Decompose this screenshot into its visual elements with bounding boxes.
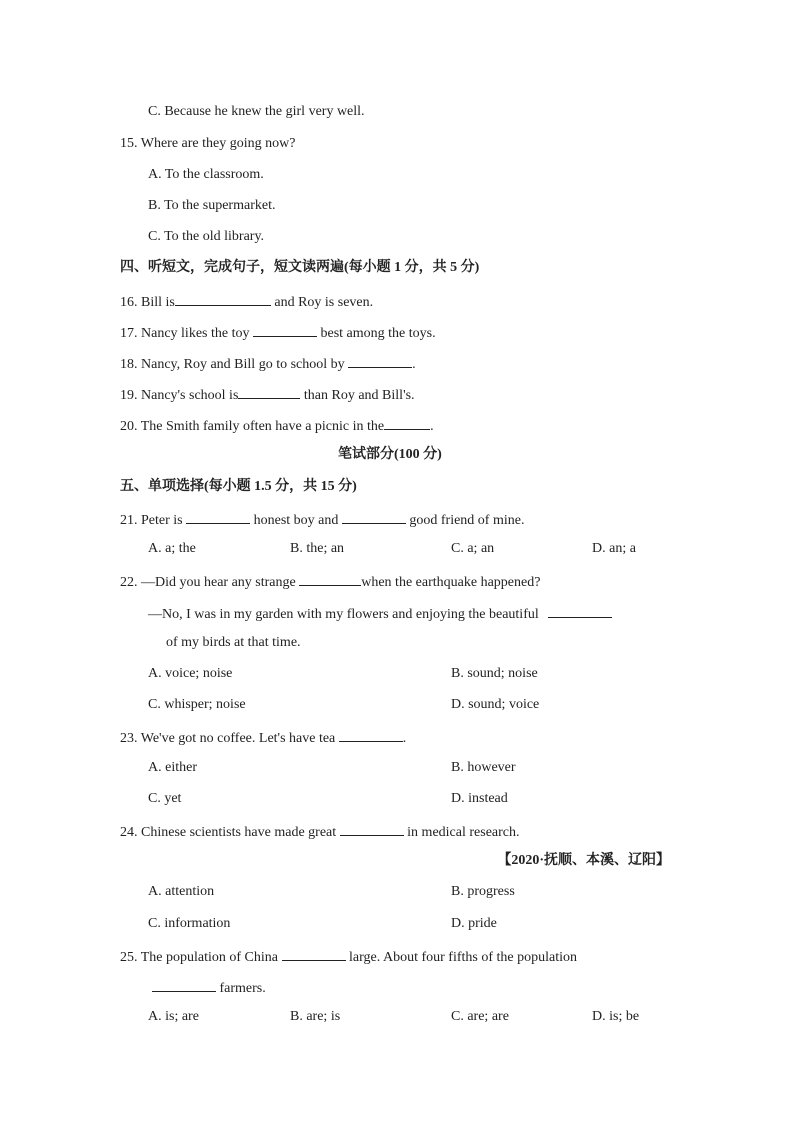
q15-question: 15. Where are they going now? xyxy=(120,136,296,151)
q21-blank-2[interactable] xyxy=(342,509,406,524)
q25-question xyxy=(120,946,577,967)
q21-option-d: D. an; a xyxy=(592,541,636,556)
q21-option-b: B. the; an xyxy=(290,541,345,556)
q21-text-3: good friend of mine. xyxy=(405,513,525,528)
q16-text-pre: 16. Bill is xyxy=(120,295,175,310)
q16-text-post: and Roy is seven. xyxy=(270,295,374,310)
q22-option-c: C. whisper; noise xyxy=(148,697,246,712)
q24-option-a: A. attention xyxy=(148,884,215,899)
q23-text-1: 23. We've got no coffee. Let's have tea xyxy=(120,731,339,746)
q25-text-1: 25. The population of China xyxy=(120,950,282,965)
q24-option-b: B. progress xyxy=(451,884,515,899)
q14-option-c: C. Because he knew the girl very well. xyxy=(148,104,365,119)
q16-blank[interactable] xyxy=(175,291,271,306)
q23-option-a: A. either xyxy=(148,760,197,775)
q22-reply-cont: of my birds at that time. xyxy=(166,635,301,650)
q25-text-2: large. About four fifths of the population xyxy=(345,950,577,965)
q22-option-d: D. sound; voice xyxy=(451,697,540,712)
q19-blank[interactable] xyxy=(238,384,300,399)
written-part-title: 笔试部分(100 分) xyxy=(338,447,442,462)
q15-option-c: C. To the old library. xyxy=(148,229,265,244)
q23-option-d: D. instead xyxy=(451,791,508,806)
q24-blank[interactable] xyxy=(340,821,404,836)
q19 xyxy=(120,384,415,405)
q21-question xyxy=(120,509,524,530)
q20-blank[interactable] xyxy=(384,415,430,430)
q22-option-b: B. sound; noise xyxy=(451,666,538,681)
q22-blank-2[interactable] xyxy=(548,603,612,618)
q25-option-a: A. is; are xyxy=(148,1009,199,1024)
q25-option-c: C. are; are xyxy=(451,1009,509,1024)
q25-blank-1[interactable] xyxy=(282,946,346,961)
q23-option-b: B. however xyxy=(451,760,516,775)
q17 xyxy=(120,322,436,343)
q25-text-3: farmers. xyxy=(216,981,266,996)
q24-option-c: C. information xyxy=(148,916,231,931)
q22-reply xyxy=(148,603,612,624)
q17-blank[interactable] xyxy=(253,322,317,337)
q22-question xyxy=(120,571,540,592)
q22-blank-1[interactable] xyxy=(299,571,361,586)
q15-option-a: A. To the classroom. xyxy=(148,167,264,182)
q22-text-3: —No, I was in my garden with my flowers and enjoying the beautiful xyxy=(148,607,543,622)
q23-blank[interactable] xyxy=(339,727,403,742)
q19-text-post: than Roy and Bill's. xyxy=(300,388,415,403)
q21-blank-1[interactable] xyxy=(186,509,250,524)
q25-blank-2[interactable] xyxy=(152,977,216,992)
q25-option-b: B. are; is xyxy=(290,1009,341,1024)
section4-heading: 四、听短文，完成句子，短文读两遍(每小题 1 分，共 5 分) xyxy=(120,260,480,275)
q24-source-tag: 【2020·抚顺、本溪、辽阳】 xyxy=(497,853,670,868)
q21-option-a: A. a; the xyxy=(148,541,196,556)
q18 xyxy=(120,353,416,374)
q24-option-d: D. pride xyxy=(451,916,497,931)
q22-text-1: 22. —Did you hear any strange xyxy=(120,575,300,590)
q17-text-post: best among the toys. xyxy=(316,326,436,341)
q23-text-2: . xyxy=(402,731,407,746)
q22-option-a: A. voice; noise xyxy=(148,666,233,681)
q20 xyxy=(120,415,434,436)
q17-text-pre: 17. Nancy likes the toy xyxy=(120,326,253,341)
q23-option-c: C. yet xyxy=(148,791,182,806)
section5-heading: 五、单项选择(每小题 1.5 分，共 15 分) xyxy=(120,479,357,494)
q21-option-c: C. a; an xyxy=(451,541,495,556)
q18-text-pre: 18. Nancy, Roy and Bill go to school by xyxy=(120,357,349,372)
q20-text-pre: 20. The Smith family often have a picnic in the xyxy=(120,419,385,434)
q16 xyxy=(120,291,373,312)
q25-option-d: D. is; be xyxy=(592,1009,640,1024)
q18-blank[interactable] xyxy=(348,353,412,368)
q24-question xyxy=(120,821,520,842)
q23-question xyxy=(120,727,406,748)
q24-text-1: 24. Chinese scientists have made great xyxy=(120,825,340,840)
q25-question-cont xyxy=(152,977,266,998)
q21-text-1: 21. Peter is xyxy=(120,513,187,528)
q22-text-2: when the earthquake happened? xyxy=(361,575,541,590)
q15-option-b: B. To the supermarket. xyxy=(148,198,276,213)
q24-text-2: in medical research. xyxy=(403,825,520,840)
q19-text-pre: 19. Nancy's school is xyxy=(120,388,239,403)
q18-text-post: . xyxy=(412,357,416,372)
q20-text-post: . xyxy=(430,419,434,434)
q21-text-2: honest boy and xyxy=(250,513,342,528)
